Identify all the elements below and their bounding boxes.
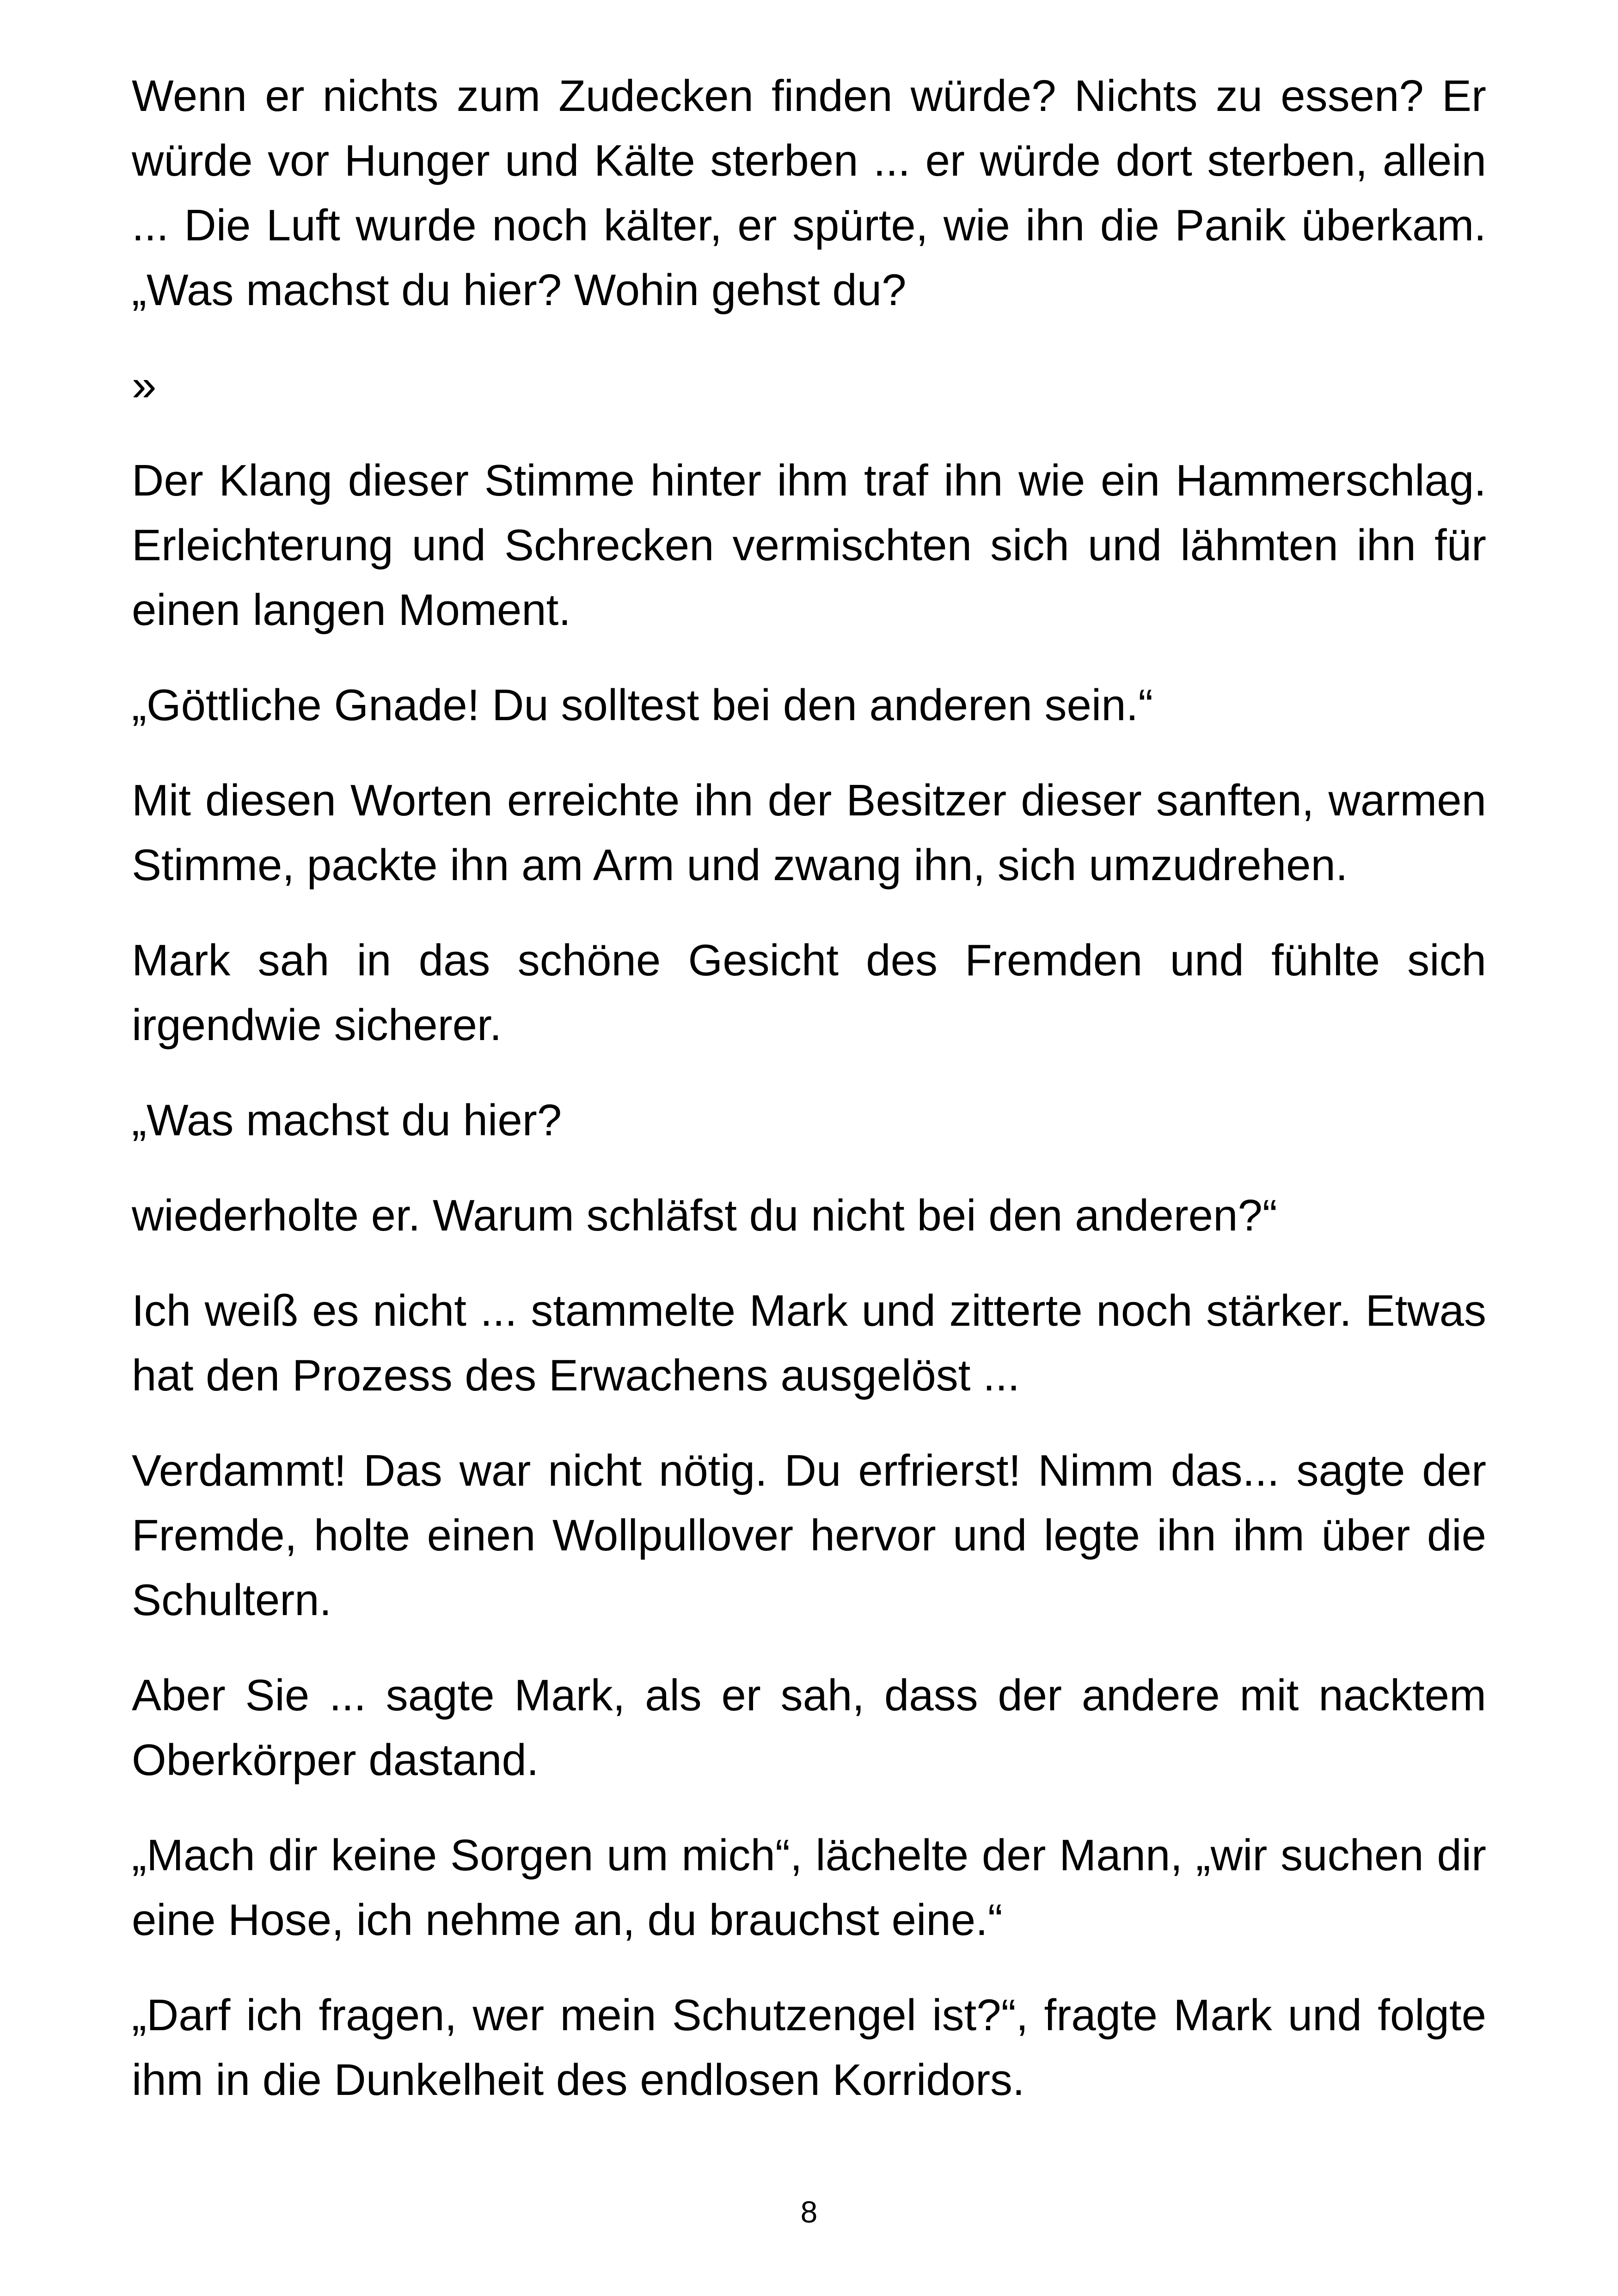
paragraph: „Darf ich fragen, wer mein Schutzengel ist?“, fragte Mark und folgte ihm in die Dunkelheit des endlosen Korridors. (132, 1990, 1486, 2105)
body-text (132, 64, 1486, 2143)
paragraph: „Mach dir keine Sorgen um mich“, lächelte der Mann, „wir suchen dir eine Hose, ich nehme an, du brauchst eine.“ (132, 1831, 1486, 1945)
paragraph: » (132, 361, 157, 410)
paragraph: „Was machst du hier? (132, 1096, 562, 1145)
paragraph: Mark sah in das schöne Gesicht des Fremden und fühlte sich irgendwie sicherer. (132, 936, 1486, 1050)
paragraph: Aber Sie ... sagte Mark, als er sah, dass der andere mit nacktem Oberkörper dastand. (132, 1671, 1486, 1785)
page-number: 8 (800, 2195, 818, 2229)
paragraph: „Göttliche Gnade! Du solltest bei den anderen sein.“ (132, 680, 1153, 730)
paragraph: Der Klang dieser Stimme hinter ihm traf ihn wie ein Hammerschlag. Erleichterung und Schrecken vermischten sich und lähmten ihn für einen langen Moment. (132, 456, 1486, 635)
paragraph: Verdammt! Das war nicht nötig. Du erfrierst! Nimm das... sagte der Fremde, holte einen Wollpullover hervor und legte ihn ihm über die Schultern. (132, 1446, 1486, 1625)
paragraph: Mit diesen Worten erreichte ihn der Besitzer dieser sanften, warmen Stimme, packte ihn am Arm und zwang ihn, sich umzudrehen. (132, 776, 1486, 890)
paragraph: wiederholte er. Warum schläfst du nicht bei den anderen?“ (132, 1191, 1277, 1240)
paragraph: Ich weiß es nicht ... stammelte Mark und zitterte noch stärker. Etwas hat den Prozess des Erwachens ausgelöst ... (132, 1286, 1486, 1400)
paragraph: Wenn er nichts zum Zudecken finden würde? Nichts zu essen? Er würde vor Hunger und Kälte sterben ... er würde dort sterben, allein ... Die Luft wurde noch kälter, er spürte, wie ihn die Panik überkam. „Was machst du hier? Wohin gehst du? (132, 71, 1486, 315)
